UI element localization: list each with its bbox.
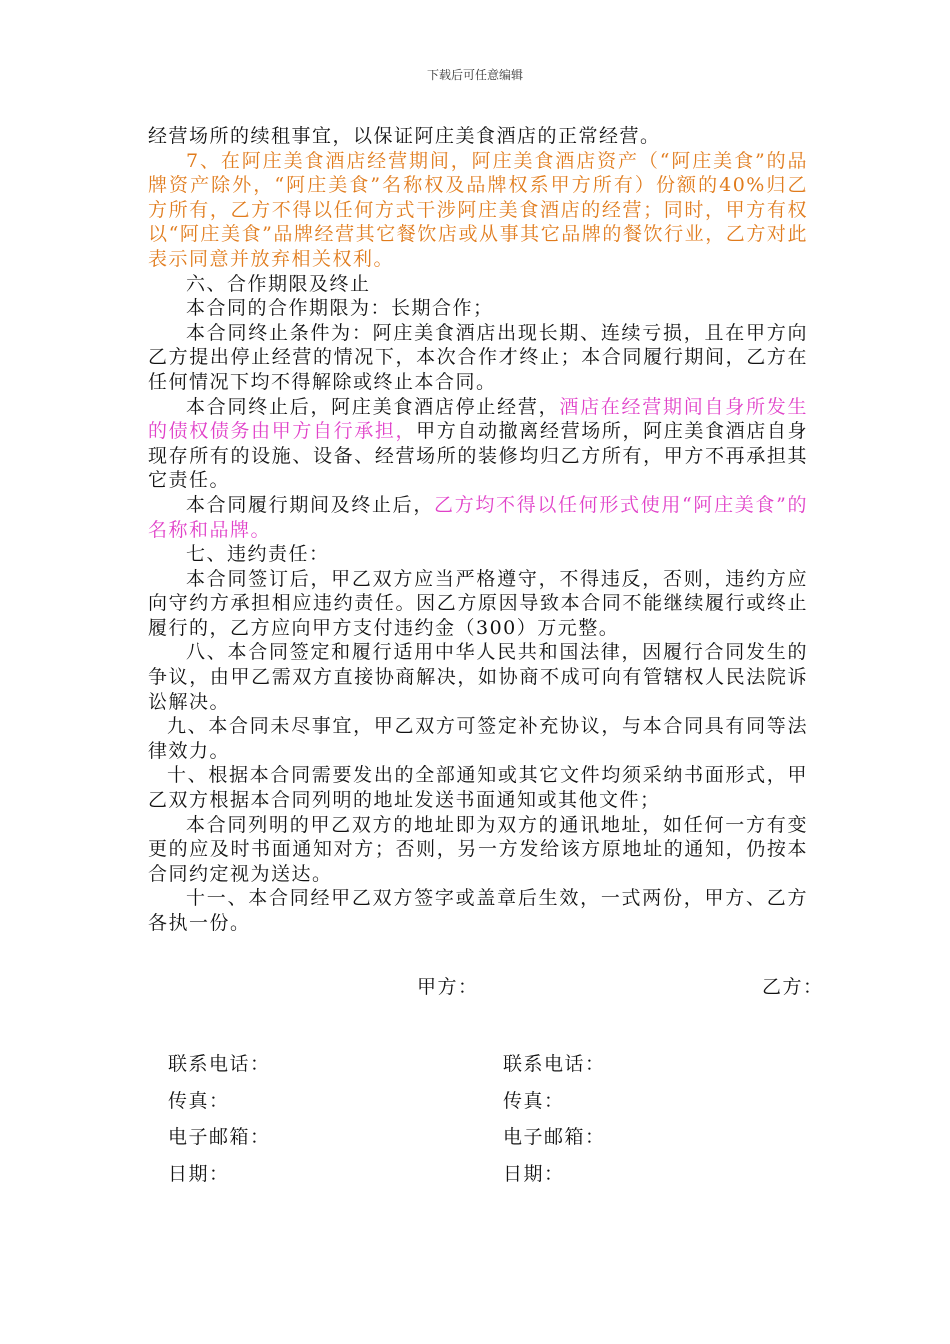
party-b-label: 乙方： (762, 976, 824, 998)
paragraph-after-termination (148, 395, 808, 493)
contract-body (148, 124, 808, 936)
email-label: 电子邮箱： (168, 1126, 271, 1148)
highlight-brand-clause: 乙方均不得以任何形式使用“阿庄美食”的名称和品牌。 (148, 493, 808, 541)
signature-block-left (168, 1046, 271, 1192)
text-segment: 甲方自动撤离经营场所，阿庄美食酒店自身现存所有的设施、设备、经营场所的装修均归乙方所有，甲方不再承担其它责任。 (148, 420, 808, 492)
fax-label: 传真： (503, 1089, 565, 1112)
paragraph-clause-11: 十一、本合同经甲乙双方签字或盖章后生效，一式两份，甲方、乙方各执一份。 (148, 887, 808, 934)
text-segment: 本合同履行期间及终止后， (186, 493, 435, 516)
fax-label: 传真： (168, 1089, 230, 1112)
highlight-debt-clause: 酒店在经营期间自身所发生的债权债务由甲方自行承担， (148, 395, 808, 443)
signature-block-right (503, 1046, 606, 1192)
date-label: 日期： (503, 1162, 565, 1185)
phone-label: 联系电话： (168, 1053, 271, 1075)
date-label: 日期： (168, 1162, 230, 1185)
paragraph-clause-8: 八、本合同签定和履行适用中华人民共和国法律，因履行合同发生的争议，由甲乙需双方直接协商解决，如协商不成可向有管辖权人民法院诉讼解决。 (148, 641, 808, 713)
paragraph-term: 本合同的合作期限为：长期合作； (186, 297, 494, 320)
phone-label: 联系电话： (503, 1053, 606, 1075)
paragraph-address: 本合同列明的甲乙双方的地址即为双方的通讯地址，如任何一方有变更的应及时书面通知对方；否则，另一方发给该方原地址的通知，仍按本合同约定视为送达。 (148, 813, 808, 885)
paragraph-termination-conditions: 本合同终止条件为：阿庄美食酒店出现长期、连续亏损，且在甲方向乙方提出停止经营的情况下，本次合作才终止；本合同履行期间，乙方在任何情况下均不得解除或终止本合同。 (148, 321, 808, 393)
section-heading-6: 六、合作期限及终止 (186, 272, 371, 295)
paragraph-lease: 经营场所的续租事宜，以保证阿庄美食酒店的正常经营。 (148, 125, 661, 147)
paragraph-clause-10: 十、根据本合同需要发出的全部通知或其它文件均须采纳书面形式，甲乙双方根据本合同列明的地址发送书面通知或其他文件； (148, 764, 808, 812)
page-header: 下载后可任意编辑 (426, 68, 523, 82)
paragraph-breach: 本合同签订后，甲乙双方应当严格遵守，不得违反，否则，违约方应向守约方承担相应违约责任。因乙方原因导致本合同不能继续履行或终止履行的，乙方应向甲方支付违约金（300）万元整。 (148, 567, 808, 639)
text-segment: 本合同终止后，阿庄美食酒店停止经营， (186, 395, 560, 418)
paragraph-brand-usage (148, 493, 808, 542)
paragraph-clause-9: 九、本合同未尽事宜，甲乙双方可签定补充协议，与本合同具有同等法律效力。 (148, 715, 808, 762)
paragraph-clause-7: 7、在阿庄美食酒店经营期间，阿庄美食酒店资产（“阿庄美食”的品牌资产除外，“阿庄美食”名称权及品牌权系甲方所有）份额的40%归乙方所有，乙方不得以任何方式干涉阿庄美食酒店的经营；同时，甲方有权以“阿庄美食”品牌经营其它餐饮店或从事其它品牌的餐饮行业，乙方对此表示同意并放弃相关权利。 (148, 149, 808, 270)
party-a-label: 甲方： (417, 976, 479, 998)
email-label: 电子邮箱： (503, 1126, 606, 1148)
section-heading-7: 七、违约责任： (186, 543, 330, 566)
